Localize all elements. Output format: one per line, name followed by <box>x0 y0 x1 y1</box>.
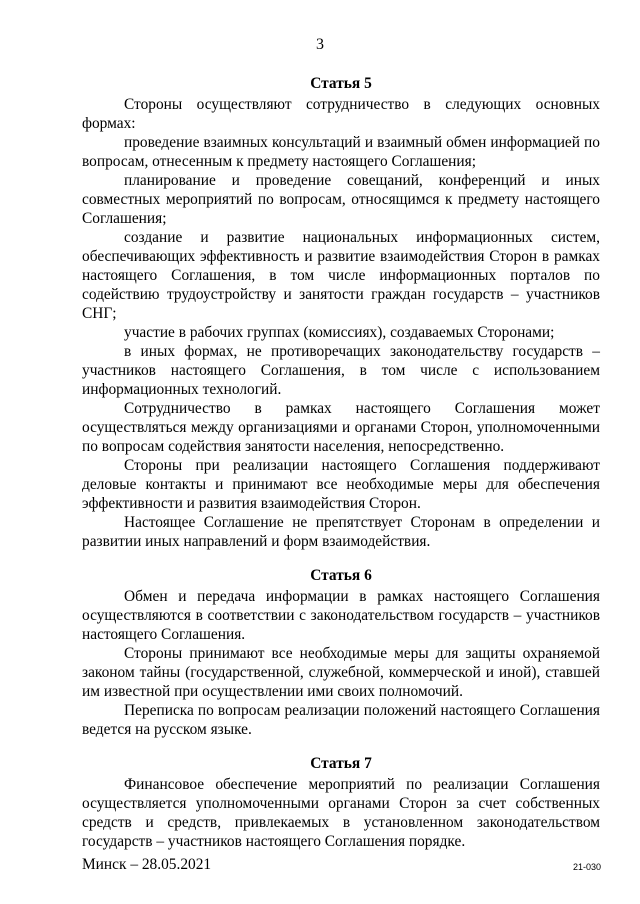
paragraph: в иных формах, не противоречащих законодательству государств – участников настоящего Соглашения, в том числе с использованием информационных технологий. <box>82 343 600 398</box>
page-number: 3 <box>316 36 324 53</box>
paragraph: участие в рабочих группах (комиссиях), создаваемых Сторонами; <box>124 324 555 341</box>
paragraph: Стороны при реализации настоящего Соглашения поддерживают деловые контакты и принимают все необходимые меры для обеспечения эффективности и развития взаимодействия Сторон. <box>82 457 600 512</box>
paragraph: создание и развитие национальных информационных систем, обеспечивающих эффективность и развитие взаимодействия Сторон в рамках настоящего Соглашения, в том числе информационных порталов по содействию трудоустройству и занятости граждан государств – участников СНГ; <box>82 229 600 322</box>
paragraph: Финансовое обеспечение мероприятий по реализации Соглашения осуществляется уполномоченными органами Сторон за счет собственных средств и средств, привлекаемых в установленном законодательством государств – участников настоящего Соглашения порядке. <box>82 776 600 850</box>
paragraph: планирование и проведение совещаний, конференций и иных совместных мероприятий по вопросам, относящимся к предмету настоящего Соглашения; <box>82 172 600 227</box>
paragraph: Сотрудничество в рамках настоящего Соглашения может осуществляться между организациями и органами Сторон, уполномоченными по вопросам содействия занятости населения, непосредственно. <box>82 400 600 455</box>
paragraph: Стороны принимают все необходимые меры для защиты охраняемой законом тайны (государственной, служебной, коммерческой и иной), ставшей им известной при осуществлении ими своих полномочий. <box>82 645 600 700</box>
paragraph: Переписка по вопросам реализации положений настоящего Соглашения ведется на русском языке. <box>82 702 600 738</box>
article-heading: Статья 5 <box>310 75 372 92</box>
footer-place-date: Минск – 28.05.2021 <box>82 856 212 873</box>
article-heading: Статья 6 <box>310 567 372 584</box>
paragraph: Настоящее Соглашение не препятствует Сторонам в определении и развитии иных направлений и форм взаимодействия. <box>82 514 600 550</box>
article-heading: Статья 7 <box>310 755 372 772</box>
paragraph: Стороны осуществляют сотрудничество в следующих основных формах: <box>82 96 600 132</box>
paragraph: Обмен и передача информации в рамках настоящего Соглашения осуществляются в соответствии с законодательством государств – участников настоящего Соглашения. <box>82 588 600 643</box>
footer-doc-code: 21-030 <box>573 862 602 872</box>
paragraph: проведение взаимных консультаций и взаимный обмен информацией по вопросам, отнесенным к предмету настоящего Соглашения; <box>82 134 600 170</box>
document-body <box>82 74 600 851</box>
